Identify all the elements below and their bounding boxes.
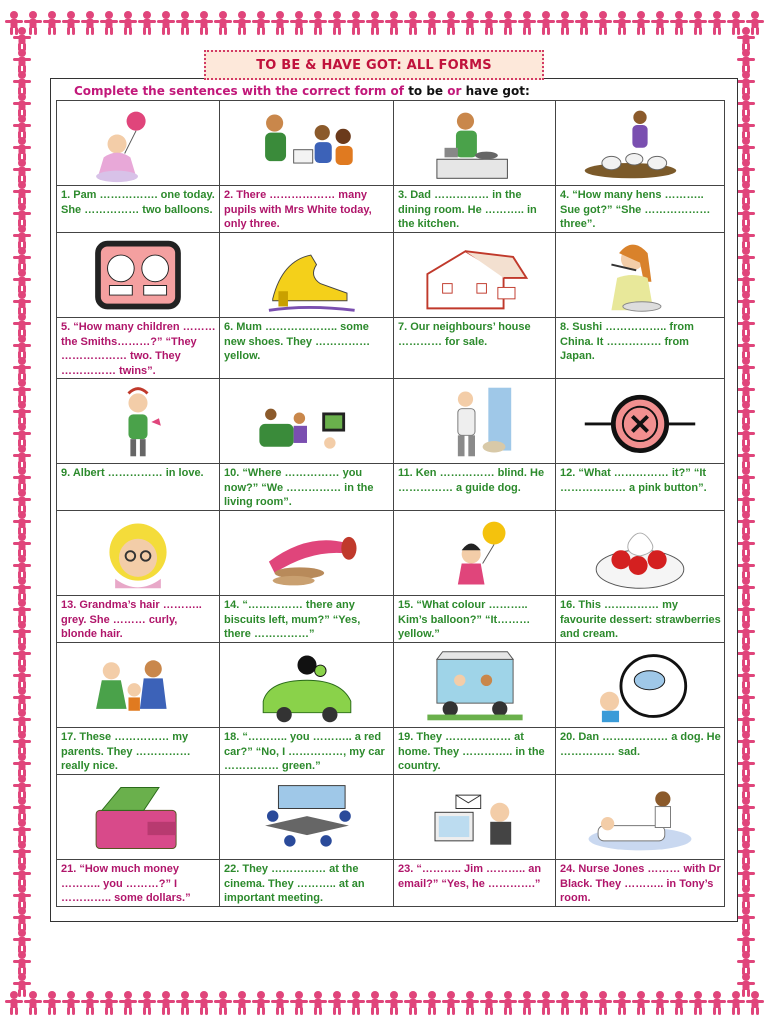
sentence-cell [220,728,394,775]
man-in-love-icon [58,382,218,462]
instruction-part: or [443,84,466,98]
sentence-cell [220,860,394,907]
exercise-sentence-12: 12. “What …………… it?” “It ……………… a pink button”. [560,467,707,494]
sentence-cell [220,318,394,379]
picture-cell [394,101,556,186]
sentence-cell [220,464,394,511]
exercise-sentence-1: 1. Pam ……………. one today. She …………… two balloons. [61,189,215,216]
decorative-border-top [0,0,768,44]
decorative-border-bottom [0,980,768,1024]
exercise-sentence-15: 15. “What colour ……….. Kim’s balloon?” “It……… yellow.” [398,599,531,640]
exercise-sentence-20: 20. Dan ……………… a dog. He …………… sad. [560,731,721,758]
sentence-cell [556,464,725,511]
baby-with-balloon-icon [58,104,218,184]
picture-cell [220,233,394,318]
green-car-icon [227,646,387,726]
picture-cell [394,379,556,464]
exercise-sentence-3: 3. Dad …………… in the dining room. He ……….. in the kitchen. [398,189,537,230]
sentence-row [57,860,725,907]
picture-cell [220,101,394,186]
sentence-cell [394,186,556,233]
picture-cell [57,643,220,728]
sentence-row [57,318,725,379]
sentence-cell [394,860,556,907]
picture-cell [394,511,556,596]
instruction-part: have got [465,84,525,98]
picture-row [57,233,725,318]
exercise-sentence-9: 9. Albert …………… in love. [61,467,204,479]
exercise-sentence-24: 24. Nurse Jones ……… with Dr Black. They ……….. in Tony’s room. [560,863,721,904]
exercise-sentence-13: 13. Grandma’s hair ……….. grey. She ……… curly, blonde hair. [61,599,202,640]
sentence-row [57,728,725,775]
biscuits-icon [227,514,387,594]
picture-cell [57,101,220,186]
picture-cell [220,643,394,728]
picture-row [57,775,725,860]
picture-cell [220,775,394,860]
sentence-cell [394,596,556,643]
exercise-sentence-10: 10. “Where …………… you now?” “We …………… in the living room”. [224,467,374,508]
exercise-sentence-19: 19. They ……………… at home. They ………….. in the country. [398,731,545,772]
sentence-cell [394,318,556,379]
exercise-sentence-17: 17. These …………… my parents. They …………… really nice. [61,731,191,772]
exercise-sentence-2: 2. There ……………… many pupils with Mrs White today, only three. [224,189,372,230]
picture-cell [556,101,725,186]
picture-row [57,379,725,464]
sentence-row [57,464,725,511]
sentence-cell [220,186,394,233]
girl-with-balloon-icon [395,514,555,594]
sentence-cell [556,728,725,775]
business-meeting-icon [227,778,387,858]
exercise-sentence-16: 16. This …………… my favourite dessert: strawberries and cream. [560,599,721,640]
exercise-sentence-5: 5. “How many children ………the Smiths………?” “They ……………… two. They …………… twins”. [61,321,216,377]
picture-cell [556,775,725,860]
exercise-sentence-6: 6. Mum ……………….. some new shoes. They …………… yellow. [224,321,371,362]
exercise-sentence-18: 18. “……….. you ……….. a red car?” “No, I ……………, my car …………… green.” [224,731,385,772]
picture-row [57,511,725,596]
exercise-sentence-11: 11. Ken …………… blind. He …………… a guide dog. [398,467,545,494]
yellow-shoe-icon [227,236,387,316]
strawberries-and-cream-icon [560,514,720,594]
picture-cell [394,775,556,860]
sentence-cell [220,596,394,643]
picture-cell [556,643,725,728]
twin-babies-icon [58,236,218,316]
sentence-cell [394,464,556,511]
exercise-sentence-23: 23. “……….. Jim ……….. an email?” “Yes, he ………….” [398,863,542,890]
sentence-cell [57,186,220,233]
exercise-sentence-14: 14. “…………… there any biscuits left, mum?” “Yes, there ……………” [224,599,361,640]
sentence-cell [57,728,220,775]
picture-cell [394,233,556,318]
picture-cell [57,379,220,464]
family-in-cart-icon [395,646,555,726]
sad-man-dreaming-icon [560,646,720,726]
grandma-icon [58,514,218,594]
sentence-row [57,186,725,233]
picture-cell [556,379,725,464]
sentence-cell [57,464,220,511]
picture-cell [57,511,220,596]
picture-row [57,643,725,728]
dad-cooking-icon [395,104,555,184]
exercise-sentence-4: 4. “How many hens ……….. Sue got?” “She ……………… three”. [560,189,711,230]
picture-cell [556,233,725,318]
picture-row [57,101,725,186]
sentence-row [57,596,725,643]
picture-cell [57,233,220,318]
picture-cell [220,379,394,464]
decorative-border-left [0,0,44,1024]
button-icon [560,382,720,462]
sentence-cell [556,596,725,643]
sentence-cell [556,860,725,907]
man-emailing-icon [395,778,555,858]
picture-cell [394,643,556,728]
wallet-icon [58,778,218,858]
instruction-part: Complete the sentences with the correct form of [74,84,409,98]
sentence-cell [556,318,725,379]
sentence-cell [57,596,220,643]
sentence-cell [394,728,556,775]
picture-cell [220,511,394,596]
exercise-sentence-22: 22. They …………… at the cinema. They ……….. at an important meeting. [224,863,365,904]
family-watching-tv-icon [227,382,387,462]
picture-cell [556,511,725,596]
instruction-part: : [524,84,530,98]
sentence-cell [57,860,220,907]
exercise-grid [56,100,725,907]
worksheet-title: TO BE & HAVE GOT: ALL FORMS [204,50,544,80]
parents-with-child-icon [58,646,218,726]
instruction-part: to be [408,84,444,98]
hospital-room-icon [560,778,720,858]
teacher-with-pupils-icon [227,104,387,184]
picture-cell [57,775,220,860]
exercise-sentence-7: 7. Our neighbours’ house ………… for sale. [398,321,531,348]
sentence-cell [556,186,725,233]
girl-feeding-hens-icon [560,104,720,184]
exercise-sentence-21: 21. “How much money ……….. you ………?” I ………….. some dollars.” [61,863,191,904]
sentence-cell [57,318,220,379]
exercise-sentence-8: 8. Sushi …………….. from China. It …………… from Japan. [560,321,694,362]
woman-eating-sushi-icon [560,236,720,316]
house-for-sale-icon [395,236,555,316]
blind-man-with-dog-icon [395,382,555,462]
